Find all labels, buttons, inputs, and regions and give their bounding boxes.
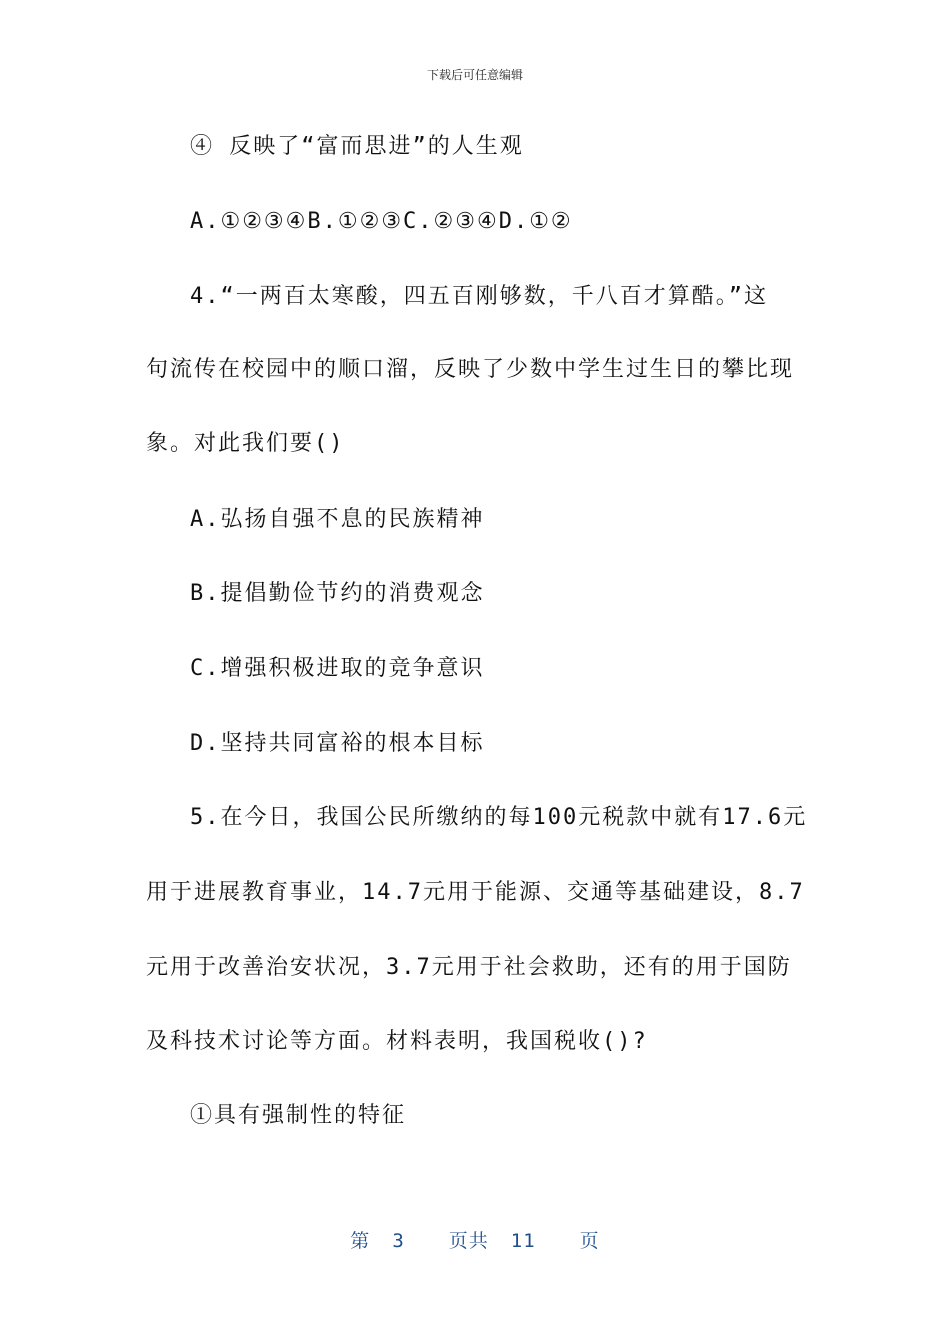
page-number-footer [0,1226,950,1253]
footer-middle: 页共 [448,1230,489,1252]
q4-option-a: A.弘扬自强不息的民族精神 [190,507,485,532]
q3-choices: A.①②③④B.①②③C.②③④D.①② [190,209,573,234]
footer-total-pages: 11 [510,1230,536,1252]
q4-option-c: C.增强积极进取的竞争意识 [190,656,485,681]
q4-stem-line-3: 象。对此我们要() [146,431,345,456]
footer-prefix: 第 [350,1230,371,1252]
q4-option-d: D.坚持共同富裕的根本目标 [190,731,485,756]
q5-stem-line-4: 及科技术讨论等方面。材料表明，我国税收()? [146,1029,648,1054]
footer-suffix: 页 [579,1230,600,1252]
q5-stem-line-3: 元用于改善治安状况，3.7元用于社会救助，还有的用于国防 [146,955,792,980]
q5-stem-line-2: 用于进展教育事业，14.7元用于能源、交通等基础建设，8.7 [146,880,805,905]
header-note: 下载后可任意编辑 [426,68,523,82]
q5-option-1: ①具有强制性的特征 [190,1103,407,1128]
footer-current-page: 3 [392,1230,405,1252]
q5-stem-line-1: 5.在今日，我国公民所缴纳的每100元税款中就有17.6元 [190,805,808,830]
q4-option-b: B.提倡勤俭节约的消费观念 [190,581,485,606]
q4-stem-line-1: 4.“一两百太寒酸，四五百刚够数，千八百才算酷。”这 [190,284,768,309]
q3-option-4: ④ 反映了“富而思进”的人生观 [190,134,524,159]
q4-stem-line-2: 句流传在校园中的顺口溜，反映了少数中学生过生日的攀比现 [146,357,795,382]
